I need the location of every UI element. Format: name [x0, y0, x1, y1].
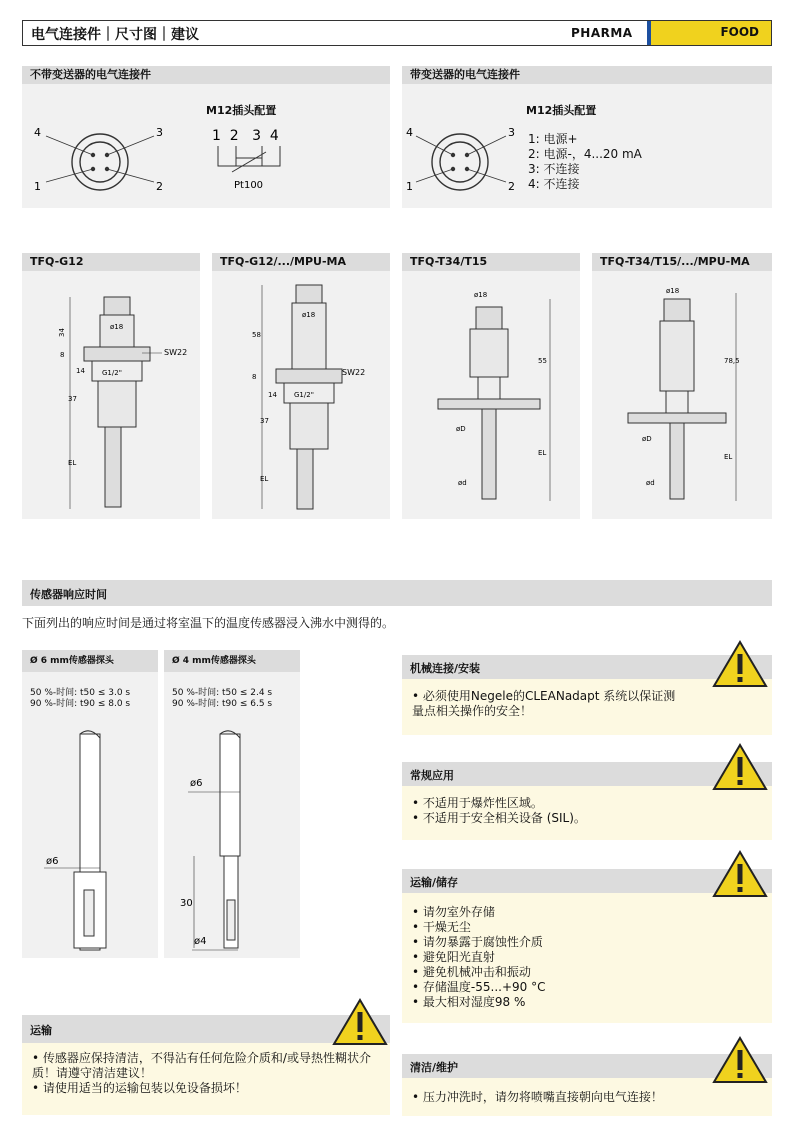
pin-numbers: 1 2 3 4: [212, 128, 279, 144]
dim-label: SW22: [164, 348, 188, 357]
drawing-title: TFQ-T34/T15/.../MPU-MA: [592, 253, 772, 271]
t50-value: 50 %-时间: t50 ≤ 3.0 s: [30, 688, 131, 698]
dim-label: ø18: [666, 287, 680, 295]
list-item: • 请勿暴露于腐蚀性介质: [412, 935, 543, 949]
probe-6mm-panel: [22, 650, 158, 958]
pin-label: 2: [156, 180, 163, 193]
pin-label: 1: [406, 180, 413, 193]
panel-title: Ø 4 mm传感器探头: [164, 650, 300, 672]
section-title: 机械连接/安装: [410, 662, 481, 675]
section-title: 运输: [30, 1024, 52, 1037]
pin-assignment: 1: 电源+: [528, 132, 578, 146]
drawing-tfq-g12: [22, 253, 200, 519]
m12-config-title: M12插头配置: [526, 104, 597, 117]
dim-label: EL: [260, 475, 269, 483]
dim-label: 8: [60, 351, 65, 359]
dim-label: 34: [58, 328, 66, 337]
dim-label: EL: [724, 453, 733, 461]
t50-value: 50 %-时间: t50 ≤ 2.4 s: [172, 688, 273, 698]
food-label: FOOD: [720, 25, 759, 39]
dim-label: 55: [538, 357, 547, 365]
dim-label: 78,5: [724, 357, 740, 365]
dimension-drawing: [592, 253, 772, 519]
list-item: • 避免阳光直射: [412, 950, 495, 964]
list-item: • 压力冲洗时，请勿将喷嘴直接朝向电气连接！: [412, 1090, 663, 1104]
pin-assignment: 3: 不连接: [528, 162, 580, 176]
list-item: • 传感器应保持清洁，不得沾有任何危险介质和/或导热性糊状介质！请遵守清洁建议！: [32, 1051, 371, 1080]
pharma-label: PHARMA: [571, 26, 633, 40]
section-title: 运输/储存: [410, 876, 459, 889]
dim-label: ød: [458, 479, 467, 487]
diameter-label: ø6: [46, 856, 59, 867]
t90-value: 90 %-时间: t90 ≤ 8.0 s: [30, 699, 131, 709]
panel-title: 带变送器的电气连接件: [402, 66, 772, 84]
dim-label: ø18: [110, 323, 124, 331]
list-item: • 最大相对湿度98 %: [412, 995, 526, 1009]
diameter-label: ø4: [194, 936, 207, 947]
page-title: 电气连接件｜尺寸图｜建议: [31, 27, 199, 43]
length-label: 30: [180, 898, 193, 909]
dim-label: øD: [456, 425, 466, 433]
list-item: • 存储温度-55...+90 °C: [412, 980, 546, 994]
food-tab: [651, 21, 771, 45]
list-item: • 干燥无尘: [412, 920, 471, 934]
dim-label: 14: [268, 391, 277, 399]
diameter-label: ø6: [190, 778, 203, 789]
warning-triangle-icon: [332, 998, 388, 1046]
panel-title: 不带变送器的电气连接件: [22, 66, 390, 84]
connector-without-transmitter-panel: [22, 66, 390, 208]
dim-label: EL: [538, 449, 547, 457]
general-content: [402, 786, 772, 840]
panel-title: Ø 6 mm传感器探头: [22, 650, 158, 672]
list-item: • 不适用于安全相关设备 (SIL)。: [412, 811, 586, 825]
pin-label: 4: [34, 126, 41, 139]
list-item: • 避免机械冲击和振动: [412, 965, 531, 979]
drawing-title: TFQ-T34/T15: [402, 253, 580, 271]
list-item: • 不适用于爆炸性区域。: [412, 796, 543, 810]
drawing-tfq-g12-mpu-ma: [212, 253, 390, 519]
m12-pinout-diagram: [22, 66, 390, 208]
section-title: 常规应用: [410, 769, 454, 782]
section-title: 传感器响应时间: [30, 588, 107, 601]
dim-label: 14: [76, 367, 85, 375]
pin-assignment-list: [528, 132, 642, 192]
connector-with-transmitter-panel: [402, 66, 772, 208]
m12-config-title: M12插头配置: [206, 104, 277, 117]
transport-content: [22, 1043, 390, 1115]
warning-triangle-icon: [712, 743, 768, 791]
probe-4mm-panel: [164, 650, 300, 958]
warning-triangle-icon: [712, 1036, 768, 1084]
dim-label: øD: [642, 435, 652, 443]
dim-label: SW22: [342, 368, 366, 377]
dimension-drawing: [402, 253, 580, 519]
dim-label: 58: [252, 331, 261, 339]
list-item: • 请使用适当的运输包装以免设备损坏！: [32, 1081, 247, 1095]
dim-label: 8: [252, 373, 257, 381]
pin-label: 3: [508, 126, 515, 139]
dim-label: 37: [260, 417, 269, 425]
dim-label: G1/2": [294, 391, 314, 399]
pt100-label: Pt100: [234, 180, 264, 191]
probe-drawing: [164, 650, 300, 958]
dim-label: 37: [68, 395, 77, 403]
drawing-title: TFQ-G12/.../MPU-MA: [212, 253, 390, 271]
pin-assignment: 2: 电源-，4...20 mA: [528, 147, 642, 161]
dimension-drawing: [212, 253, 390, 519]
dim-label: ø18: [302, 311, 316, 319]
t90-value: 90 %-时间: t90 ≤ 6.5 s: [172, 699, 273, 709]
dimension-drawing: [22, 253, 200, 519]
response-time-header: [22, 580, 772, 606]
pin-label: 3: [156, 126, 163, 139]
m12-pinout-diagram: [402, 66, 522, 208]
warning-triangle-icon: [712, 850, 768, 898]
dim-label: ød: [646, 479, 655, 487]
response-time-description: 下面列出的响应时间是通过将室温下的温度传感器浸入沸水中测得的。: [22, 616, 395, 630]
warning-triangle-icon: [712, 640, 768, 688]
page-header: [22, 20, 772, 46]
dim-label: ø18: [474, 291, 488, 299]
pin-label: 2: [508, 180, 515, 193]
list-item: • 请勿室外存储: [412, 905, 495, 919]
storage-content: [402, 893, 772, 1023]
pin-label: 4: [406, 126, 413, 139]
drawing-tfq-t34-t15: [402, 253, 580, 519]
pin-assignment: 4: 不连接: [528, 177, 580, 191]
pin-label: 1: [34, 180, 41, 193]
dim-label: G1/2": [102, 369, 122, 377]
list-item: • 必须使用Negele的CLEANadapt 系统以保证测量点相关操作的安全！: [412, 689, 676, 718]
drawing-title: TFQ-G12: [22, 253, 200, 271]
section-title: 清洁/维护: [410, 1061, 459, 1074]
dim-label: EL: [68, 459, 77, 467]
drawing-tfq-t34-t15-mpu-ma: [592, 253, 772, 519]
probe-drawing: [22, 650, 158, 958]
